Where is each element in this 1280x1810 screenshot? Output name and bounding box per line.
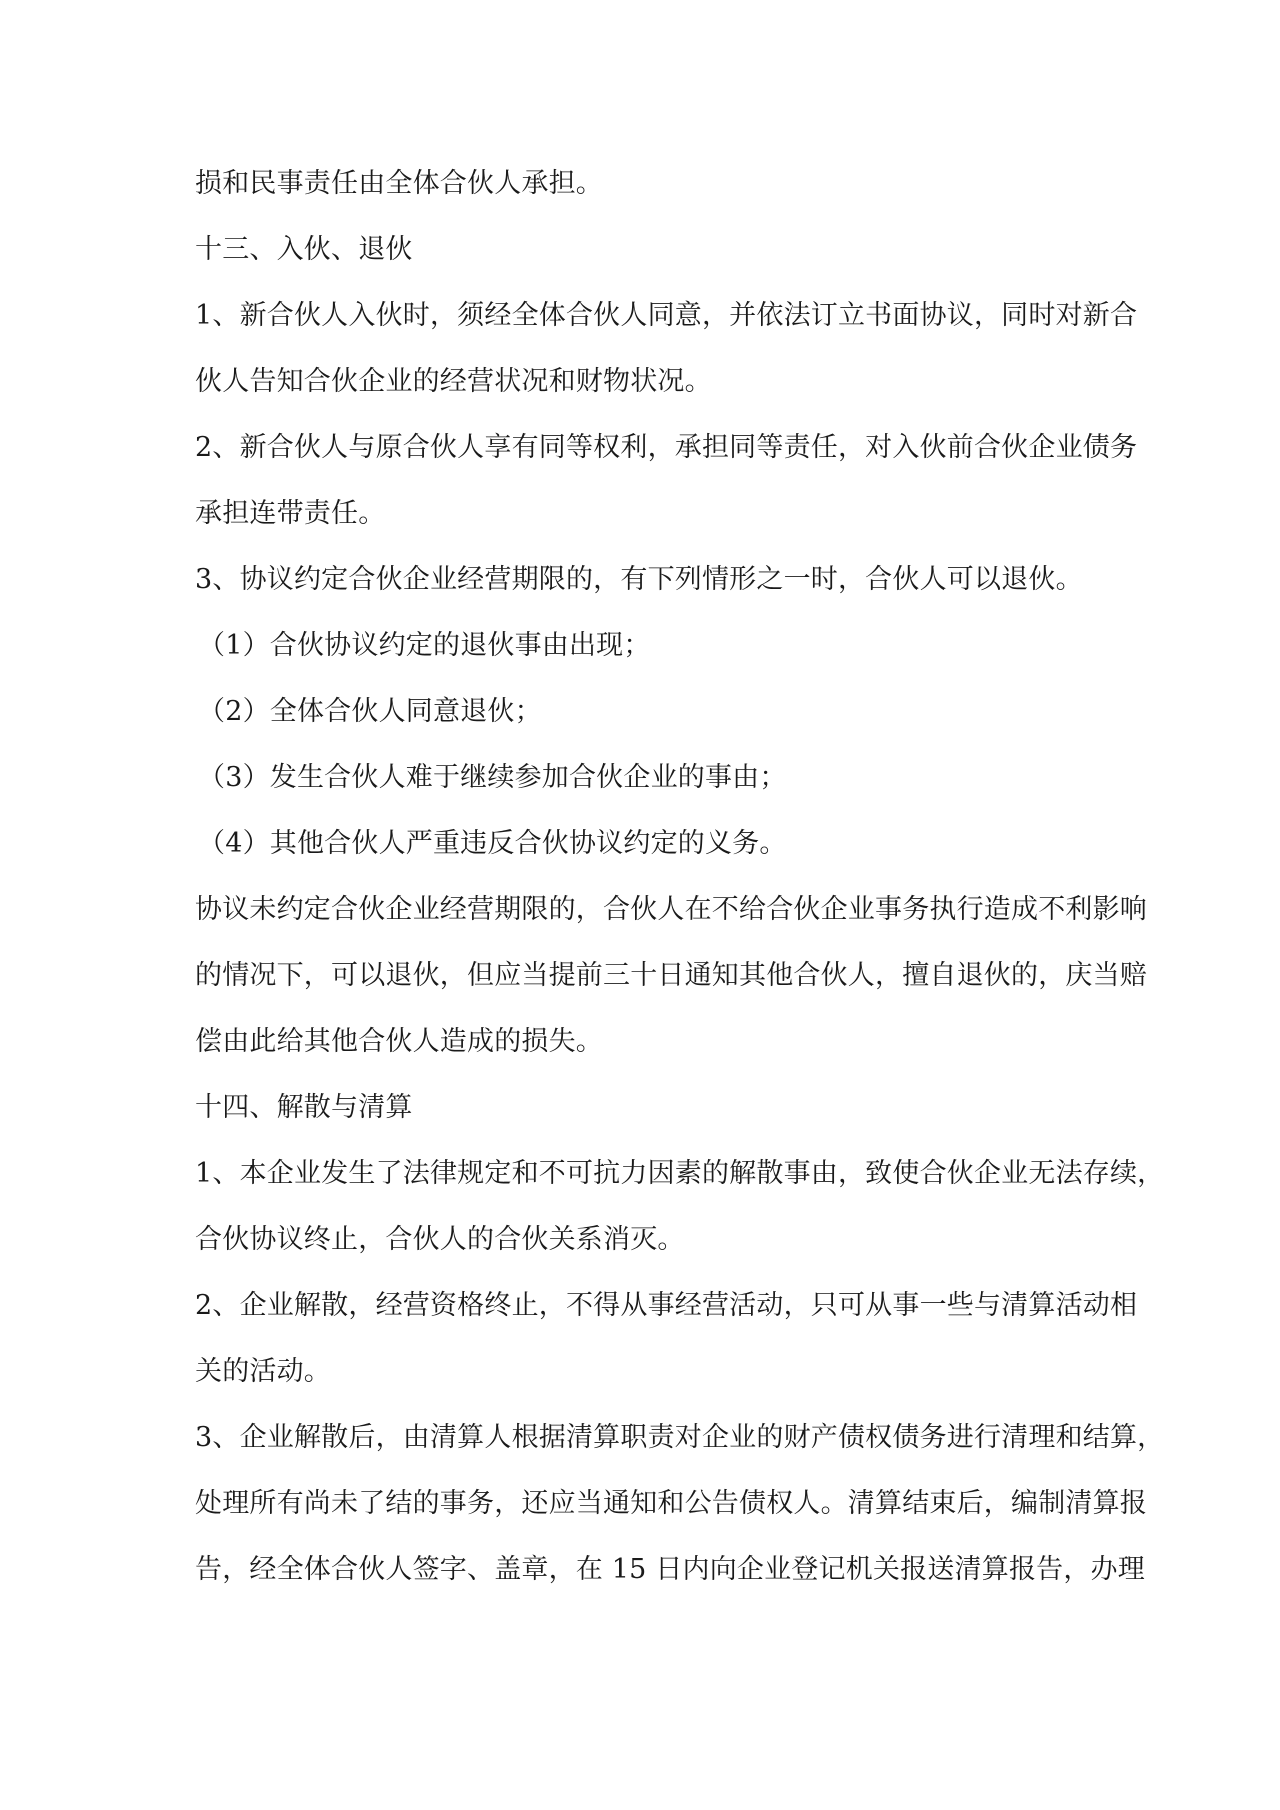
text-line: 损和民事责任由全体合伙人承担。 [195, 168, 603, 199]
text-line: 偿由此给其他合伙人造成的损失。 [195, 1026, 603, 1057]
text-line: 1、新合伙人入伙时，须经全体合伙人同意，并依法订立书面协议，同时对新合 [195, 300, 1138, 331]
list-item: （2）全体合伙人同意退伙； [198, 696, 542, 727]
text-line: 1、本企业发生了法律规定和不可抗力因素的解散事由，致使合伙企业无法存续， [195, 1158, 1165, 1189]
text-line: 承担连带责任。 [195, 498, 386, 529]
text-line: 合伙协议终止，合伙人的合伙关系消灭。 [195, 1224, 685, 1255]
text-line: 告，经全体合伙人签字、盖章，在 15 日内向企业登记机关报送清算报告，办理 [195, 1554, 1145, 1585]
text-line: 3、企业解散后，由清算人根据清算职责对企业的财产债权债务进行清理和结算， [195, 1422, 1165, 1453]
list-item: （4）其他合伙人严重违反合伙协议约定的义务。 [198, 828, 787, 859]
text-line: 伙人告知合伙企业的经营状况和财物状况。 [195, 366, 712, 397]
section-heading: 十三、入伙、退伙 [195, 234, 413, 265]
text-line: 的情况下，可以退伙，但应当提前三十日通知其他合伙人，擅自退伙的，庆当赔 [195, 960, 1147, 991]
text-line: 关的活动。 [195, 1356, 331, 1387]
list-item: （1）合伙协议约定的退伙事由出现； [198, 630, 651, 661]
list-item: （3）发生合伙人难于继续参加合伙企业的事由； [198, 762, 787, 793]
text-line: 3、协议约定合伙企业经营期限的，有下列情形之一时，合伙人可以退伙。 [195, 564, 1083, 595]
text-line: 2、新合伙人与原合伙人享有同等权利，承担同等责任，对入伙前合伙企业债务 [195, 432, 1138, 463]
text-line: 处理所有尚未了结的事务，还应当通知和公告债权人。清算结束后，编制清算报 [195, 1488, 1147, 1519]
section-heading: 十四、解散与清算 [195, 1092, 413, 1123]
text-line: 2、企业解散，经营资格终止，不得从事经营活动，只可从事一些与清算活动相 [195, 1290, 1138, 1321]
text-line: 协议未约定合伙企业经营期限的，合伙人在不给合伙企业事务执行造成不利影响 [195, 894, 1147, 925]
